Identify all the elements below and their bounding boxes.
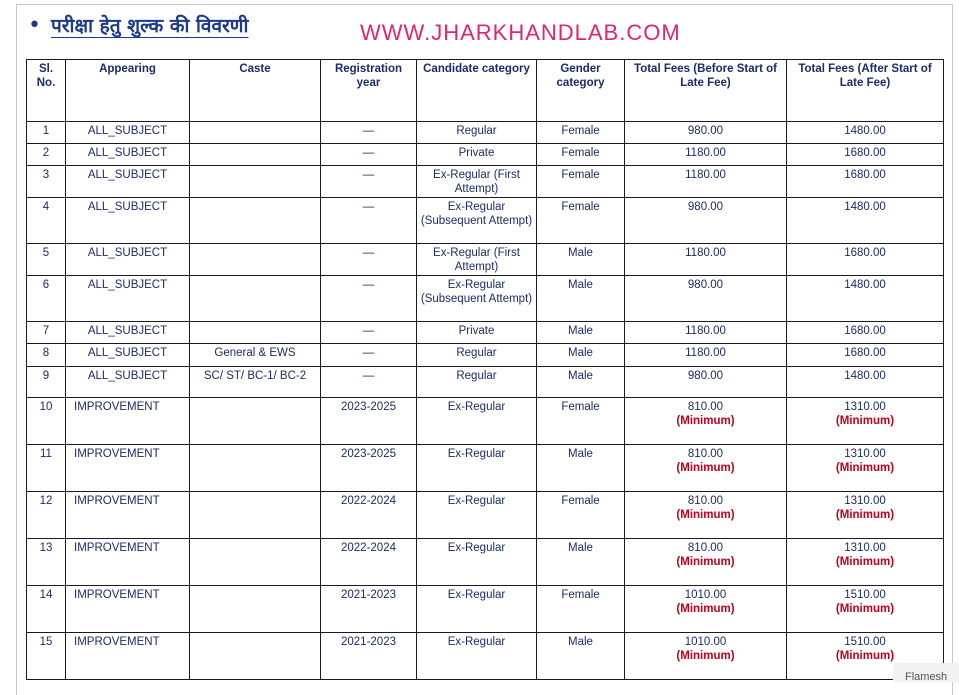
cell-caste <box>190 633 321 680</box>
cell-caste <box>190 586 321 633</box>
cell-candidate-category-value: Regular <box>456 347 497 359</box>
cell-candidate-category <box>417 633 537 680</box>
cell-fee-after-value: 1480.00 <box>844 370 886 382</box>
cell-caste <box>190 445 321 492</box>
cell-appearing-value: ALL_SUBJECT <box>87 147 168 159</box>
cell-gender-category-value: Male <box>568 636 593 648</box>
header-appearing: Appearing <box>66 60 190 122</box>
cell-registration-year-value: — <box>362 169 375 181</box>
cell-candidate-category <box>417 322 537 344</box>
table-row <box>27 492 944 539</box>
cell-candidate-category <box>417 166 537 198</box>
cell-caste <box>190 166 321 198</box>
cell-candidate-category-value: Ex-Regular <box>447 495 506 507</box>
cell-fee-after-value: 1680.00 <box>844 347 886 359</box>
cell-registration-year <box>321 276 417 322</box>
cell-candidate-category <box>417 144 537 166</box>
cell-fee-before <box>625 276 787 322</box>
cell-registration-year <box>321 367 417 398</box>
cell-sl-no-value: 15 <box>39 636 53 648</box>
minimum-note: (Minimum) <box>676 415 735 427</box>
minimum-note: (Minimum) <box>835 556 895 568</box>
cell-fee-after <box>787 398 944 445</box>
cell-fee-before-value: 810.00 <box>687 448 724 460</box>
cell-appearing-value: ALL_SUBJECT <box>87 125 168 137</box>
cell-gender-category <box>537 322 625 344</box>
table-row <box>27 322 944 344</box>
cell-sl-no-value: 11 <box>40 448 52 460</box>
minimum-note: (Minimum) <box>835 603 895 615</box>
cell-gender-category-value: Female <box>561 169 600 181</box>
site-watermark: WWW.JHARKHANDLAB.COM <box>360 20 681 45</box>
minimum-note: (Minimum) <box>676 603 735 615</box>
cell-sl-no-value: 13 <box>39 542 53 554</box>
cell-sl-no <box>27 539 66 586</box>
cell-gender-category <box>537 586 625 633</box>
cell-caste <box>190 539 321 586</box>
cell-fee-before <box>625 144 787 166</box>
cell-sl-no-value: 6 <box>42 279 50 291</box>
cell-appearing-value: IMPROVEMENT <box>74 542 160 554</box>
cell-fee-before-value: 1180.00 <box>685 147 726 159</box>
cell-caste <box>190 276 321 322</box>
cell-candidate-category-value: Regular <box>456 370 497 382</box>
cell-sl-no-value: 2 <box>42 147 50 159</box>
cell-candidate-category <box>417 367 537 398</box>
cell-sl-no-value: 10 <box>39 401 53 413</box>
cell-fee-before-value: 980.00 <box>687 279 724 291</box>
cell-registration-year <box>321 445 417 492</box>
header-sl-no: Sl. No. <box>27 60 66 122</box>
cell-sl-no <box>27 166 66 198</box>
cell-fee-after <box>787 586 944 633</box>
cell-sl-no-value: 5 <box>42 247 50 259</box>
cell-candidate-category <box>417 492 537 539</box>
minimum-note: (Minimum) <box>835 462 895 474</box>
cell-candidate-category <box>417 398 537 445</box>
cell-fee-after-value: 1310.00 <box>844 495 886 507</box>
cell-registration-year <box>321 539 417 586</box>
cell-gender-category-value: Male <box>568 370 593 382</box>
cell-fee-after-value: 1510.00 <box>844 636 886 648</box>
cell-fee-before <box>625 398 787 445</box>
cell-caste <box>190 398 321 445</box>
cell-candidate-category-value: Private <box>458 325 495 337</box>
table-row <box>27 398 944 445</box>
cell-gender-category <box>537 633 625 680</box>
cell-appearing-value: IMPROVEMENT <box>74 636 160 648</box>
cell-fee-after <box>787 539 944 586</box>
cell-appearing <box>66 144 190 166</box>
cell-registration-year <box>321 586 417 633</box>
cell-registration-year-value: — <box>362 147 375 159</box>
cell-appearing <box>66 492 190 539</box>
cell-gender-category <box>537 539 625 586</box>
cell-gender-category-value: Female <box>561 495 600 507</box>
cell-candidate-category-value: Ex-Regular <box>447 542 506 554</box>
cell-fee-after <box>787 276 944 322</box>
cell-candidate-category-value: Ex-Regular (Subsequent Attempt) <box>420 201 533 227</box>
cell-fee-before <box>625 586 787 633</box>
cell-caste-value: General & EWS <box>214 347 296 359</box>
cell-fee-before <box>625 492 787 539</box>
cell-fee-after-value: 1680.00 <box>844 147 886 159</box>
cell-candidate-category-value: Private <box>458 147 495 159</box>
cell-gender-category-value: Male <box>568 542 593 554</box>
cell-gender-category <box>537 122 625 144</box>
cell-fee-after <box>787 322 944 344</box>
header-fee-before: Total Fees (Before Start of Late Fee) <box>625 60 787 122</box>
cell-appearing <box>66 367 190 398</box>
cell-registration-year-value: — <box>362 125 375 137</box>
bullet-icon: • <box>28 13 41 38</box>
cell-candidate-category <box>417 445 537 492</box>
cell-appearing-value: ALL_SUBJECT <box>87 247 168 259</box>
cell-candidate-category <box>417 198 537 244</box>
cell-fee-after-value: 1510.00 <box>844 589 886 601</box>
cell-caste-value: SC/ ST/ BC-1/ BC-2 <box>203 370 307 382</box>
cell-gender-category <box>537 198 625 244</box>
cell-fee-before-value: 1180.00 <box>685 247 726 259</box>
cell-sl-no-value: 14 <box>39 589 53 601</box>
cell-fee-before <box>625 367 787 398</box>
cell-candidate-category <box>417 122 537 144</box>
cell-fee-after <box>787 445 944 492</box>
cell-sl-no <box>27 633 66 680</box>
header-registration-year: Registration year <box>321 60 417 122</box>
header-caste: Caste <box>190 60 321 122</box>
cell-gender-category-value: Male <box>568 325 593 337</box>
table-row <box>27 633 944 680</box>
cell-gender-category <box>537 166 625 198</box>
cell-sl-no-value: 8 <box>42 347 50 359</box>
cell-fee-before <box>625 166 787 198</box>
cell-appearing <box>66 344 190 367</box>
cell-registration-year-value: — <box>362 325 375 337</box>
cell-sl-no <box>27 144 66 166</box>
cell-candidate-category <box>417 276 537 322</box>
minimum-note: (Minimum) <box>676 509 735 521</box>
cell-fee-after-value: 1480.00 <box>844 125 886 137</box>
cell-sl-no <box>27 586 66 633</box>
cell-sl-no <box>27 198 66 244</box>
minimum-note: (Minimum) <box>835 509 895 521</box>
cell-fee-before <box>625 122 787 144</box>
minimum-note: (Minimum) <box>676 650 735 662</box>
cell-fee-before-value: 1010.00 <box>684 636 727 648</box>
cell-gender-category <box>537 144 625 166</box>
cell-registration-year-value: — <box>362 347 375 359</box>
cell-candidate-category-value: Ex-Regular (First Attempt) <box>433 247 520 273</box>
cell-candidate-category <box>417 539 537 586</box>
cell-sl-no <box>27 344 66 367</box>
cell-sl-no <box>27 398 66 445</box>
cell-candidate-category-value: Regular <box>456 125 497 137</box>
cell-appearing-value: ALL_SUBJECT <box>87 279 168 291</box>
cell-fee-before-value: 1180.00 <box>685 169 726 181</box>
cell-fee-before <box>625 244 787 276</box>
cell-fee-after-value: 1310.00 <box>844 448 886 460</box>
cell-appearing <box>66 539 190 586</box>
table-row <box>27 166 944 198</box>
section-heading <box>28 12 248 38</box>
cell-caste <box>190 244 321 276</box>
cell-registration-year <box>321 492 417 539</box>
cell-sl-no <box>27 445 66 492</box>
cell-caste <box>190 492 321 539</box>
cell-appearing-value: IMPROVEMENT <box>74 589 160 601</box>
cell-fee-after <box>787 198 944 244</box>
cell-sl-no-value: 4 <box>42 201 50 213</box>
cell-fee-before-value: 1180.00 <box>685 325 726 337</box>
cell-gender-category-value: Male <box>568 279 593 291</box>
cell-appearing <box>66 398 190 445</box>
cell-appearing <box>66 166 190 198</box>
cell-registration-year-value: 2021-2023 <box>341 636 396 648</box>
cell-registration-year <box>321 633 417 680</box>
cell-gender-category-value: Female <box>561 401 600 413</box>
cell-registration-year-value: 2022-2024 <box>341 542 396 554</box>
header-fee-after: Total Fees (After Start of Late Fee) <box>787 60 944 122</box>
cell-gender-category <box>537 276 625 322</box>
cell-gender-category <box>537 445 625 492</box>
cell-fee-after <box>787 166 944 198</box>
fee-table <box>26 59 944 680</box>
cell-candidate-category-value: Ex-Regular (Subsequent Attempt) <box>420 279 533 305</box>
cell-registration-year-value: 2023-2025 <box>341 401 396 413</box>
cell-sl-no <box>27 276 66 322</box>
cell-sl-no <box>27 244 66 276</box>
cell-caste <box>190 144 321 166</box>
cell-candidate-category-value: Ex-Regular <box>447 636 506 648</box>
cell-appearing-value: ALL_SUBJECT <box>87 325 168 337</box>
cell-gender-category-value: Female <box>561 201 600 213</box>
table-row <box>27 539 944 586</box>
cell-gender-category-value: Female <box>561 147 600 159</box>
cell-appearing <box>66 445 190 492</box>
cell-fee-before <box>625 198 787 244</box>
cell-fee-after <box>787 367 944 398</box>
corner-label: Flamesh <box>893 663 959 682</box>
cell-sl-no <box>27 122 66 144</box>
cell-fee-after <box>787 344 944 367</box>
cell-gender-category <box>537 367 625 398</box>
cell-caste <box>190 344 321 367</box>
cell-fee-after-value: 1680.00 <box>844 169 886 181</box>
table-row <box>27 367 944 398</box>
cell-registration-year <box>321 166 417 198</box>
cell-sl-no-value: 12 <box>39 495 53 507</box>
cell-sl-no-value: 7 <box>42 325 50 337</box>
minimum-note: (Minimum) <box>676 462 735 474</box>
cell-fee-before-value: 810.00 <box>687 542 724 554</box>
cell-caste <box>190 322 321 344</box>
cell-gender-category-value: Male <box>568 247 593 259</box>
cell-registration-year <box>321 198 417 244</box>
table-row <box>27 144 944 166</box>
cell-caste <box>190 198 321 244</box>
cell-appearing-value: IMPROVEMENT <box>74 401 160 413</box>
minimum-note: (Minimum) <box>835 415 895 427</box>
cell-gender-category-value: Male <box>568 448 593 460</box>
table-header-row <box>27 60 944 122</box>
cell-appearing <box>66 198 190 244</box>
cell-fee-before <box>625 322 787 344</box>
cell-fee-before-value: 1180.00 <box>685 347 726 359</box>
cell-sl-no <box>27 492 66 539</box>
cell-fee-before <box>625 344 787 367</box>
cell-appearing-value: ALL_SUBJECT <box>87 201 168 213</box>
cell-gender-category <box>537 244 625 276</box>
cell-registration-year-value: 2021-2023 <box>341 589 396 601</box>
cell-fee-before-value: 980.00 <box>687 201 724 213</box>
cell-candidate-category-value: Ex-Regular <box>447 448 506 460</box>
cell-fee-after-value: 1480.00 <box>844 279 886 291</box>
cell-caste <box>190 367 321 398</box>
cell-registration-year <box>321 144 417 166</box>
cell-fee-before <box>625 633 787 680</box>
heading-title: परीक्षा हेतु शुल्क की विवरणी <box>50 15 249 37</box>
cell-appearing-value: IMPROVEMENT <box>74 495 160 507</box>
cell-fee-before-value: 980.00 <box>687 125 724 137</box>
table-row <box>27 198 944 244</box>
cell-appearing-value: ALL_SUBJECT <box>87 347 168 359</box>
cell-appearing <box>66 244 190 276</box>
cell-fee-before-value: 810.00 <box>687 401 724 413</box>
cell-fee-before-value: 1010.00 <box>684 589 727 601</box>
header-candidate-category: Candidate category <box>417 60 537 122</box>
cell-registration-year <box>321 244 417 276</box>
cell-appearing-value: IMPROVEMENT <box>74 448 160 460</box>
cell-gender-category-value: Male <box>568 347 593 359</box>
cell-fee-after <box>787 492 944 539</box>
table-row <box>27 344 944 367</box>
cell-registration-year-value: 2022-2024 <box>341 495 396 507</box>
table-body <box>27 122 944 680</box>
cell-candidate-category <box>417 344 537 367</box>
cell-fee-before-value: 980.00 <box>687 370 724 382</box>
header-gender-category: Gender category <box>537 60 625 122</box>
table-row <box>27 244 944 276</box>
cell-appearing <box>66 276 190 322</box>
cell-sl-no <box>27 367 66 398</box>
cell-registration-year-value: 2023-2025 <box>341 448 396 460</box>
cell-sl-no-value: 1 <box>42 125 50 137</box>
table-row <box>27 122 944 144</box>
cell-fee-after <box>787 244 944 276</box>
table-row <box>27 445 944 492</box>
cell-registration-year-value: — <box>362 370 375 382</box>
cell-appearing <box>66 122 190 144</box>
cell-caste <box>190 122 321 144</box>
cell-registration-year-value: — <box>362 201 375 213</box>
cell-gender-category <box>537 398 625 445</box>
cell-fee-before <box>625 445 787 492</box>
cell-fee-after-value: 1480.00 <box>844 201 886 213</box>
cell-fee-before-value: 810.00 <box>687 495 724 507</box>
cell-registration-year <box>321 344 417 367</box>
cell-appearing-value: ALL_SUBJECT <box>87 169 168 181</box>
cell-sl-no-value: 3 <box>42 169 50 181</box>
cell-candidate-category-value: Ex-Regular (First Attempt) <box>433 169 520 195</box>
table-row <box>27 276 944 322</box>
cell-sl-no <box>27 322 66 344</box>
cell-appearing-value: ALL_SUBJECT <box>87 370 168 382</box>
cell-fee-after <box>787 144 944 166</box>
cell-appearing <box>66 633 190 680</box>
cell-registration-year <box>321 398 417 445</box>
cell-candidate-category-value: Ex-Regular <box>447 401 506 413</box>
cell-gender-category-value: Female <box>561 589 600 601</box>
cell-fee-after-value: 1310.00 <box>844 542 886 554</box>
minimum-note: (Minimum) <box>835 650 895 662</box>
cell-fee-after-value: 1680.00 <box>844 247 886 259</box>
cell-fee-after-value: 1680.00 <box>844 325 886 337</box>
cell-registration-year-value: — <box>362 279 375 291</box>
cell-gender-category-value: Female <box>561 125 600 137</box>
cell-gender-category <box>537 344 625 367</box>
cell-sl-no-value: 9 <box>42 370 50 382</box>
cell-candidate-category <box>417 586 537 633</box>
cell-candidate-category <box>417 244 537 276</box>
cell-fee-after-value: 1310.00 <box>844 401 886 413</box>
cell-appearing <box>66 586 190 633</box>
cell-appearing <box>66 322 190 344</box>
cell-candidate-category-value: Ex-Regular <box>447 589 506 601</box>
cell-gender-category <box>537 492 625 539</box>
table-row <box>27 586 944 633</box>
cell-fee-before <box>625 539 787 586</box>
minimum-note: (Minimum) <box>676 556 735 568</box>
cell-registration-year <box>321 122 417 144</box>
cell-registration-year-value: — <box>362 247 375 259</box>
cell-registration-year <box>321 322 417 344</box>
cell-fee-after <box>787 122 944 144</box>
